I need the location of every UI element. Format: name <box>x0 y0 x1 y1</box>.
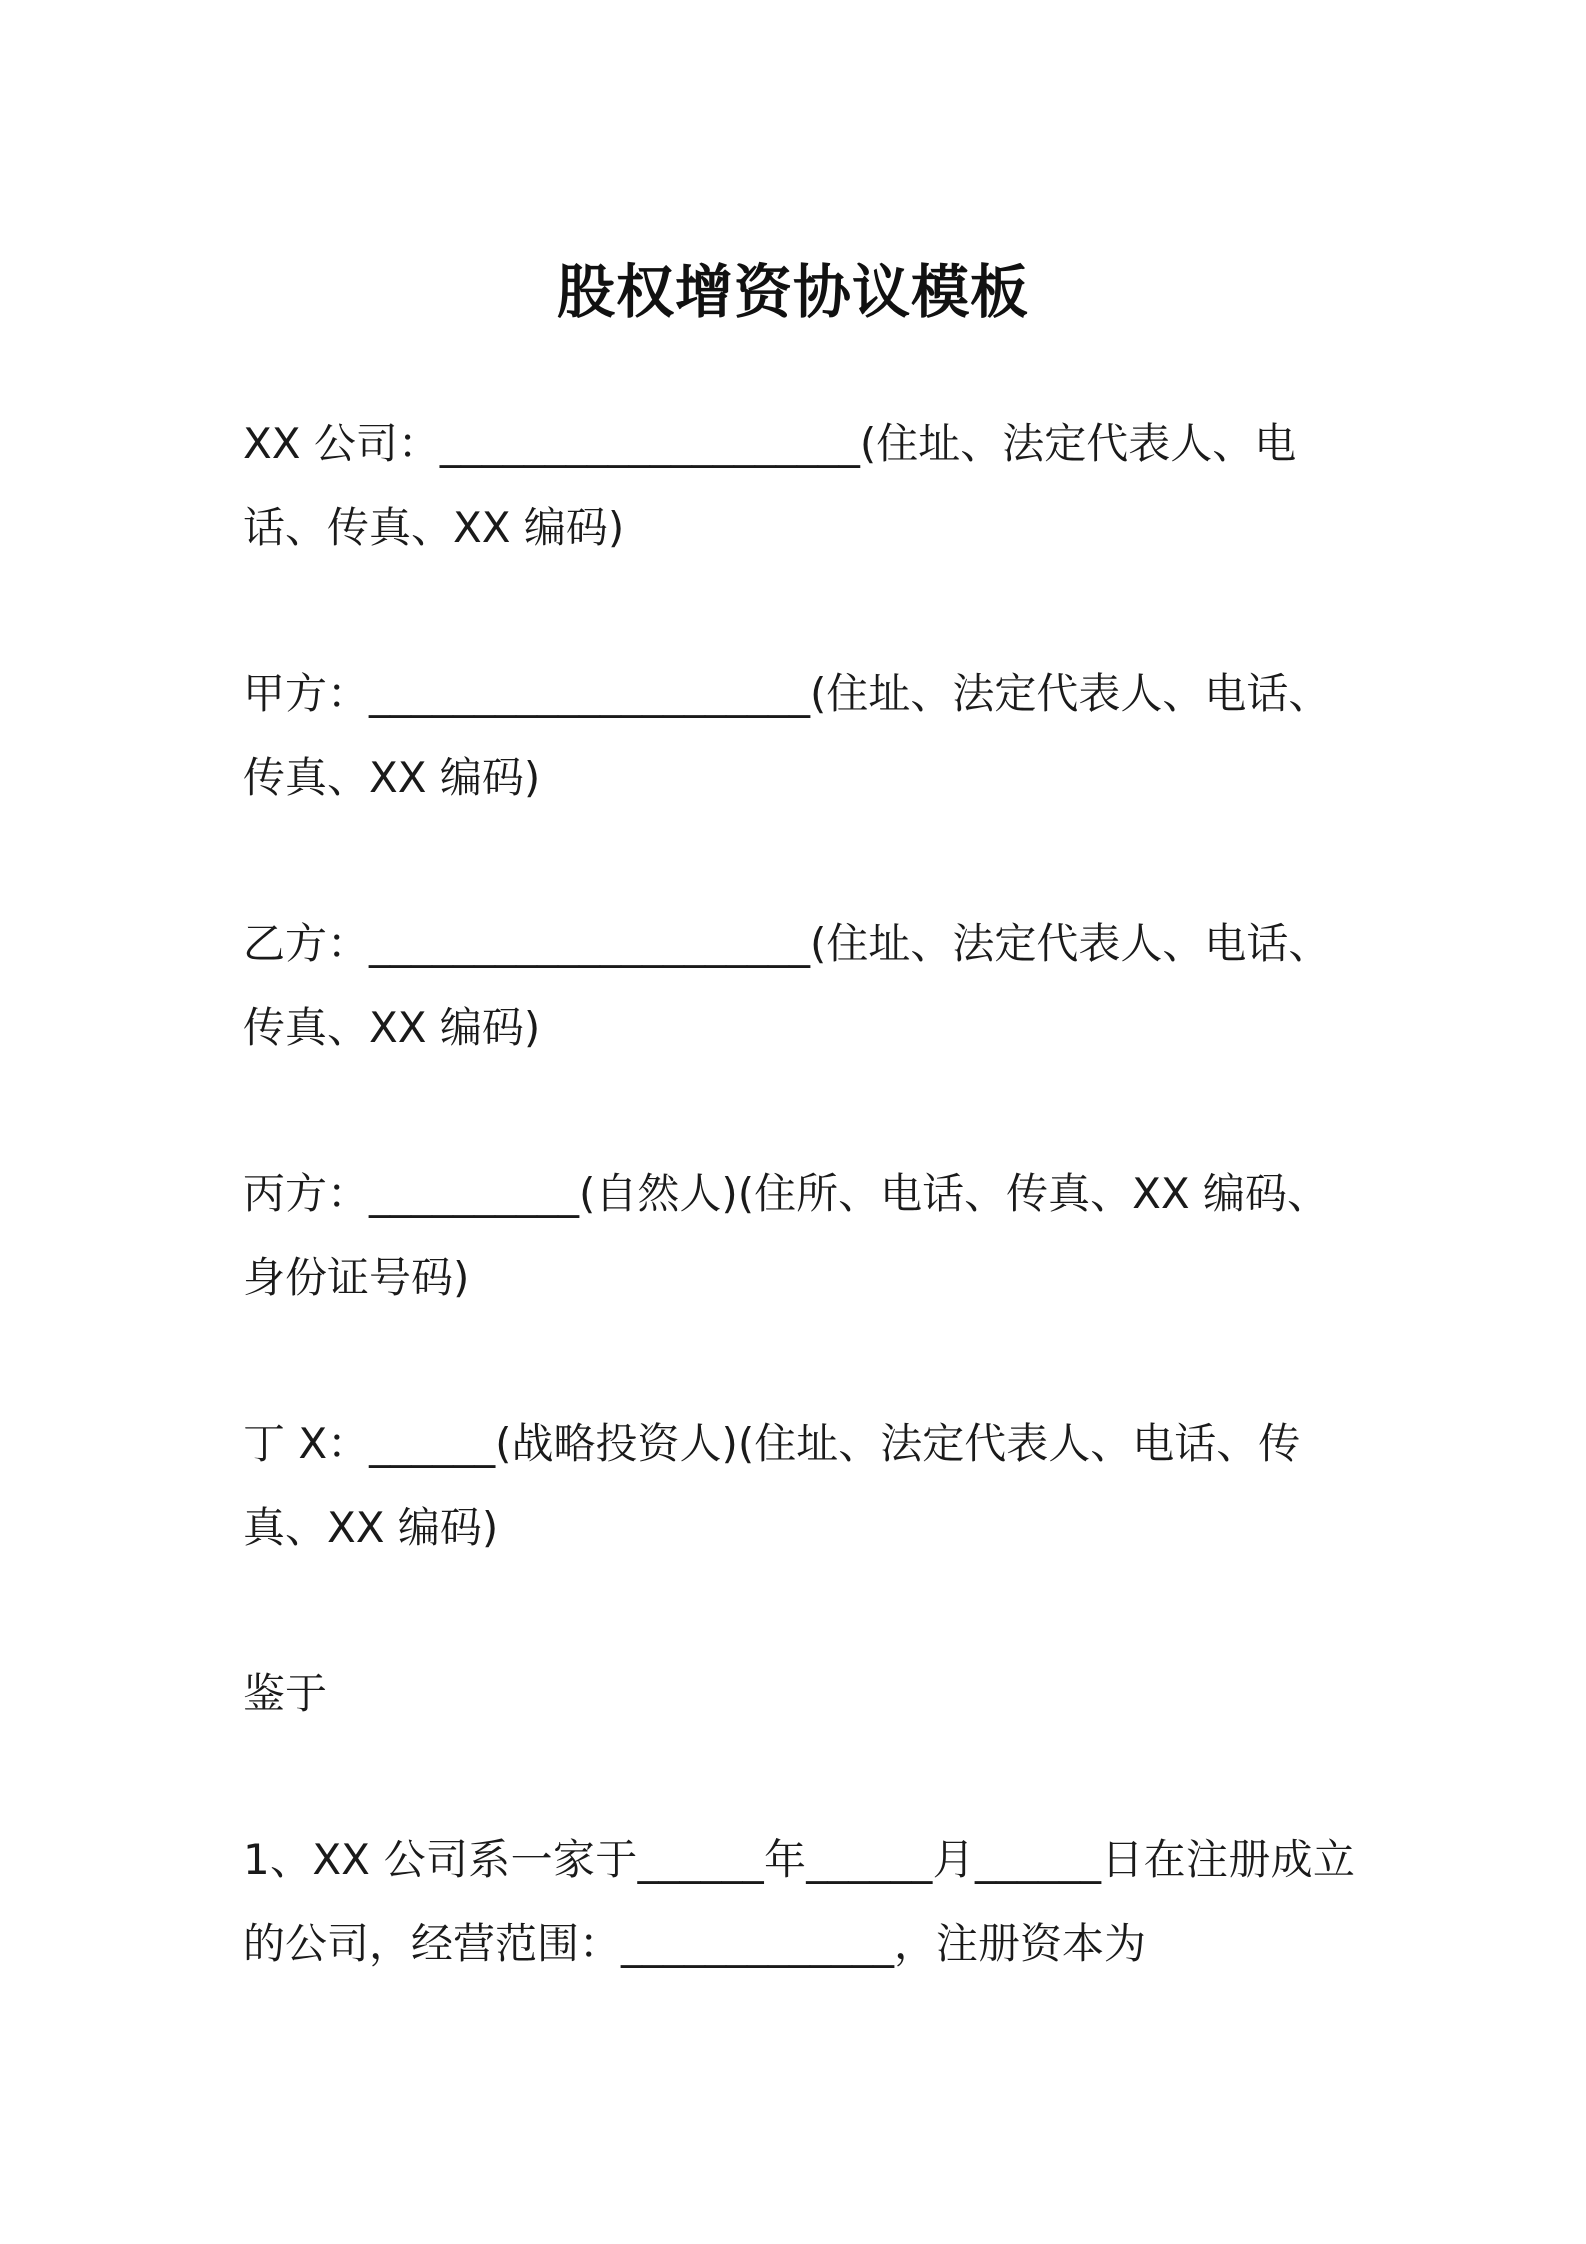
paragraph-party-d: 丁 X：______(战略投资人)(住址、法定代表人、电话、传真、XX 编码) <box>243 1419 1301 1552</box>
paragraph-clause-1: 1、XX 公司系一家于______年______月______日在注册成立的公司，经营范围：_____________，注册资本为 <box>243 1835 1355 1968</box>
paragraph-whereas: 鉴于 <box>243 1669 328 1718</box>
paragraph-party-b: 乙方：_____________________(住址、法定代表人、电话、传真、XX 编码) <box>243 919 1331 1052</box>
paragraph-party-c: 丙方：__________(自然人)(住所、电话、传真、XX 编码、身份证号码) <box>243 1169 1330 1302</box>
paragraph-party-a: 甲方：_____________________(住址、法定代表人、电话、传真、XX 编码) <box>243 669 1331 802</box>
paragraph-xx-company: XX 公司：____________________(住址、法定代表人、电话、传真、XX 编码) <box>243 419 1297 552</box>
document-title: 股权增资协议模板 <box>556 258 1029 326</box>
